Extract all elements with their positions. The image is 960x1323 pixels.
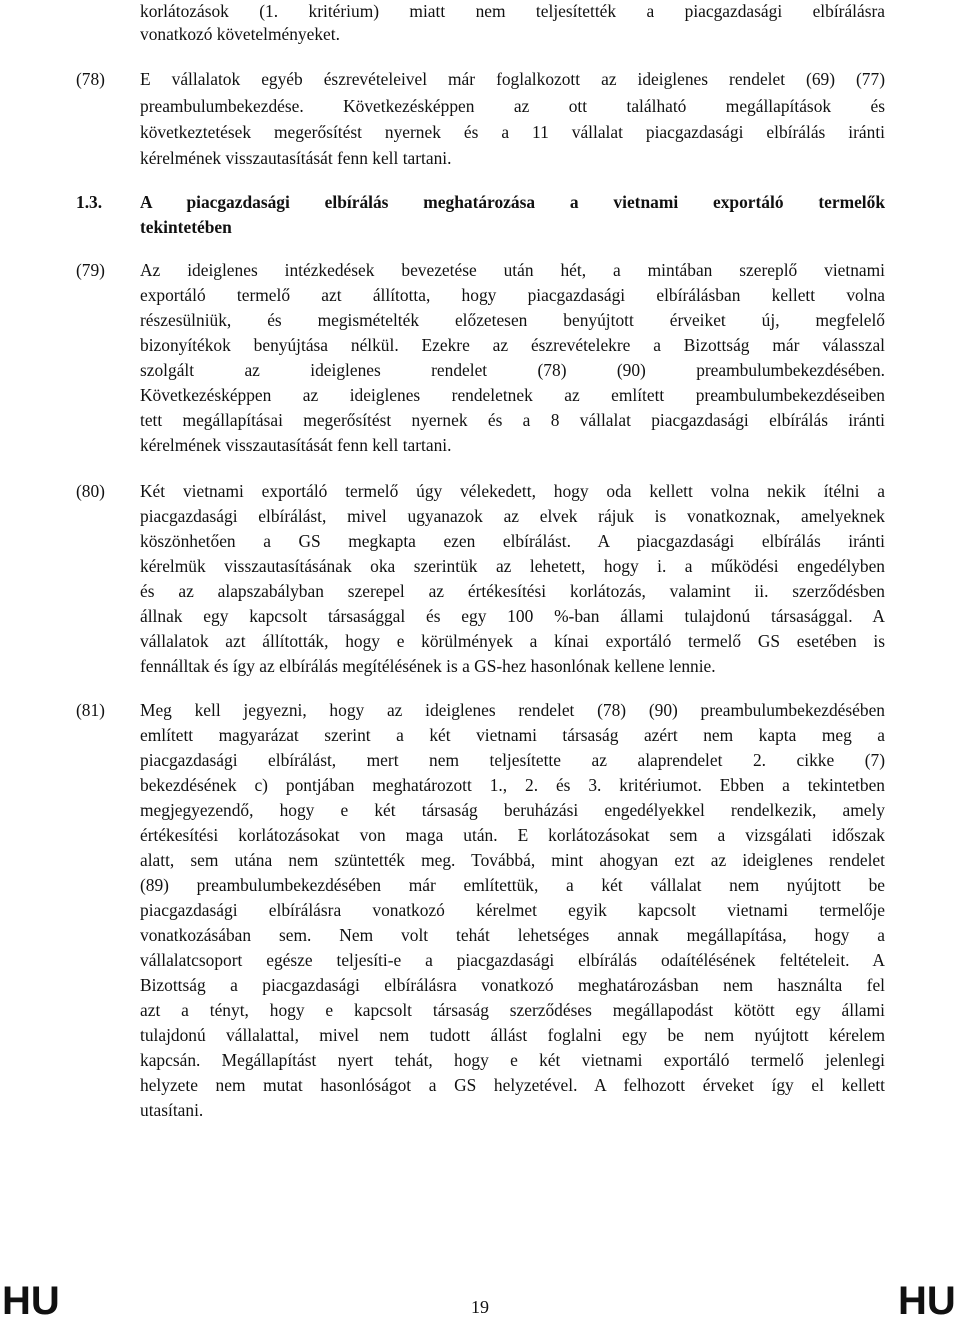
text-line: Bizottság a piacgazdasági elbírálásra vonatkozó meghatározásban nem használta fel	[140, 975, 885, 995]
text-line: vonatkozásában sem. Nem volt tehát lehetséges annak megállapítása, hogy a	[140, 925, 885, 945]
text-line: bekezdésének c) pontjában meghatározott 1., 2. és 3. kritériumot. Ebben a tekintetben	[140, 775, 885, 795]
text-line: utasítani.	[140, 1100, 204, 1120]
text-line: Az ideiglenes intézkedések bevezetése után hét, a mintában szereplő vietnami	[140, 260, 885, 280]
text-line: részesülniük, és megismételték előzetesen benyújtott érveiket új, megfelelő	[140, 310, 885, 330]
text-line: és az alapszabályban szerepel az értékesítési korlátozás, valamint ii. szerződésben	[140, 581, 885, 601]
paragraph-number: (81)	[76, 700, 105, 720]
text-line: korlátozások (1. kritérium) miatt nem teljesítették a piacgazdasági elbírálásra	[140, 1, 885, 21]
text-line: köszönhetően a GS megkapta ezen elbírálást. A piacgazdasági elbírálás iránti	[140, 531, 885, 551]
text-line: exportáló termelő azt állította, hogy piacgazdasági elbírálásban kellett volna	[140, 285, 885, 305]
paragraph-number: (78)	[76, 69, 105, 89]
text-line: fennálltak és így az elbírálás megítélésének is a GS-hez hasonlónak kellene lennie.	[140, 656, 716, 676]
text-line: vállalatok azt állították, hogy e körülmények a kínai exportáló termelő GS esetében is	[140, 631, 885, 651]
section-title-line: tekintetében	[140, 217, 232, 237]
text-line: értékesítési korlátozásokat von maga után. E korlátozásokat sem a vizsgálati időszak	[140, 825, 885, 845]
text-line: azt a tényt, hogy e kapcsolt társaság szerződéses megállapodást kötött egy állami	[140, 1000, 885, 1020]
text-line: következtetések megerősítést nyernek és a 11 vállalat piacgazdasági elbírálás iránti	[140, 122, 885, 142]
text-line: tulajdonú vállalattal, mivel nem tudott állást foglalni egy be nem nyújtott kérelem	[140, 1025, 885, 1045]
text-line: piacgazdasági elbírálást, mert nem teljesítette az alaprendelet 2. cikke (7)	[140, 750, 885, 770]
text-line: megjegyezendő, hogy e két társaság beruházási engedélyekkel rendelkezik, amely	[140, 800, 885, 820]
text-line: Meg kell jegyezni, hogy az ideiglenes rendelet (78) (90) preambulumbekezdésében	[140, 700, 885, 720]
text-line: szolgált az ideiglenes rendelet (78) (90) preambulumbekezdésében.	[140, 360, 885, 380]
text-line: kérelmének visszautasítását fenn kell tartani.	[140, 435, 452, 455]
text-line: piacgazdasági elbírálást, mivel ugyanazok az elvek rájuk is vonatkoznak, amelyeknek	[140, 506, 885, 526]
section-number: 1.3.	[76, 192, 103, 212]
text-line: Két vietnami exportáló termelő úgy vélekedett, hogy oda kellett volna nekik ítélni a	[140, 481, 885, 501]
text-line: vállalatcsoport egésze teljesíti-e a piacgazdasági elbírálás odaítélésének feltételeit. A	[140, 950, 885, 970]
text-line: tett megállapításai megerősítést nyernek és a 8 vállalat piacgazdasági elbírálás iránti	[140, 410, 885, 430]
footer-language-code-right: HU	[898, 1279, 956, 1323]
text-line: Következésképpen az ideiglenes rendeletnek az említett preambulumbekezdéseiben	[140, 385, 885, 405]
text-line: állnak egy kapcsolt társasággal és egy 100 %-ban állami tulajdonú társasággal. A	[140, 606, 885, 626]
text-line: (89) preambulumbekezdésében már említettük, a két vállalat nem nyújtott be	[140, 875, 885, 895]
paragraph-number: (79)	[76, 260, 105, 280]
page-number: 19	[471, 1297, 489, 1317]
text-line: E vállalatok egyéb észrevételeivel már foglalkozott az ideiglenes rendelet (69) (77)	[140, 69, 885, 89]
text-line: helyzete nem mutat hasonlóságot a GS helyzetével. A felhozott érveket így el kellett	[140, 1075, 885, 1095]
footer-language-code-left: HU	[2, 1279, 60, 1323]
section-title-line: A piacgazdasági elbírálás meghatározása a vietnami exportáló termelők	[140, 192, 885, 212]
paragraph-number: (80)	[76, 481, 105, 501]
text-line: vonatkozó követelményeket.	[140, 24, 340, 44]
text-line: említett magyarázat szerint a két vietnami társaság azért nem kapta meg a	[140, 725, 885, 745]
text-line: kapcsán. Megállapítást nyert tehát, hogy e két vietnami exportáló termelő jelenlegi	[140, 1050, 885, 1070]
text-line: piacgazdasági elbírálásra vonatkozó kérelmet egyik kapcsolt vietnami termelője	[140, 900, 885, 920]
text-line: preambulumbekezdése. Következésképpen az ott található megállapítások és	[140, 96, 885, 116]
text-line: bizonyítékok benyújtása nélkül. Ezekre az észrevételekre a Bizottság már válasszal	[140, 335, 885, 355]
text-line: kérelmének visszautasítását fenn kell tartani.	[140, 148, 452, 168]
text-line: alatt, sem utána nem szüntették meg. Továbbá, mint ahogyan ezt az ideiglenes rendelet	[140, 850, 885, 870]
text-line: kérelmük visszautasításának oka szerintük az lehetett, hogy i. a működési engedélyben	[140, 556, 885, 576]
